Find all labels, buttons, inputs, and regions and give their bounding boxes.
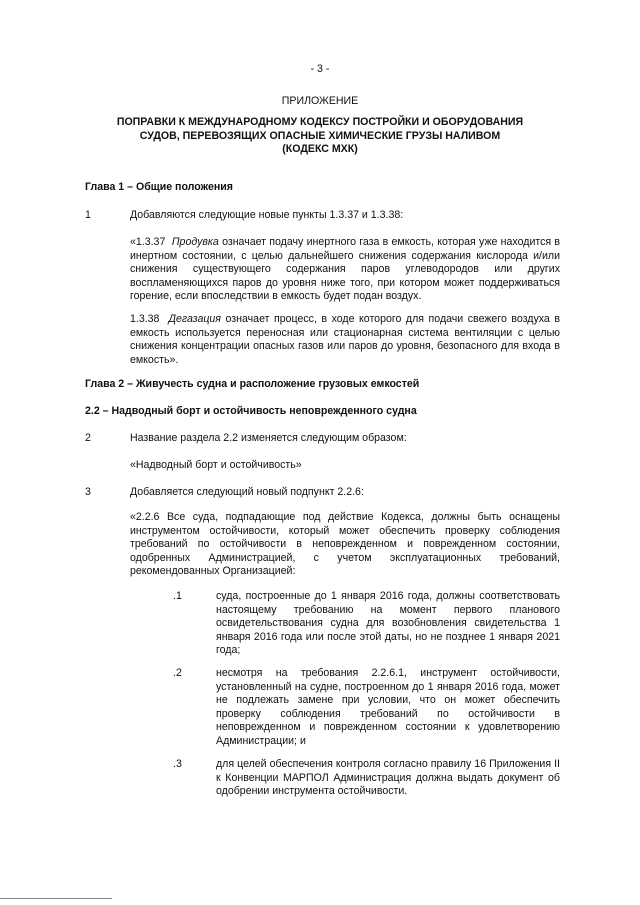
item-1-text: Добавляются следующие новые пункты 1.3.37 и 1.3.38: — [130, 209, 404, 221]
item-3-number: 3 — [85, 486, 91, 498]
main-title — [0, 116, 640, 157]
appendix-title: ПРИЛОЖЕНИЕ — [281, 95, 359, 107]
main-title-line-1: ПОПРАВКИ К МЕЖДУНАРОДНОМУ КОДЕКСУ ПОСТРОЙКИ И ОБОРУДОВАНИЯ — [116, 116, 524, 128]
paragraph-1-3-37-body: означает подачу инертного газа в емкость, которая уже находится в инертном состоянии, с целью дальнейшего снижения содержания кислорода и/или снижения существующего содержания паров углеводородов или других воспламеняющихся паров до уровня ниже того, при котором может поддерживаться горение, если впоследствии в емкость будет подан воздух. — [130, 236, 561, 302]
term-purging: Продувка — [171, 236, 219, 248]
sub-item-text: суда, построенные до 1 января 2016 года, должны соответствовать настоящему требованию на момент первого планового освидетельствования судна для возобновления свидетельства 1 января 2016 года или после этой даты, но не позднее 1 января 2021 года; — [216, 590, 560, 656]
item-1-number: 1 — [85, 209, 91, 221]
paragraph-1-3-38-number: 1.3.38 — [130, 313, 160, 325]
sub-item-number: .2 — [173, 667, 182, 679]
sub-item-text: несмотря на требования 2.2.6.1, инструмент остойчивости, установленный на судне, построенном до 1 января 2016 года, может не подлежать замене при условии, что он может обеспечить проверку соблюдения требований по остойчивости в неповрежденном и поврежденном состоянии к удовлетворению Администрации; и — [216, 667, 560, 747]
paragraph-1-3-37-number: «1.3.37 — [130, 236, 166, 248]
paragraph-1-3-37 — [130, 236, 560, 304]
page-number: - 3 - — [310, 63, 330, 75]
section-2-2-heading: 2.2 – Надводный борт и остойчивость неповрежденного судна — [85, 405, 417, 417]
item-2-number: 2 — [85, 432, 91, 444]
main-title-line-3: (КОДЕКС МХК) — [282, 143, 358, 155]
item-2-text: Название раздела 2.2 изменяется следующим образом: — [130, 432, 407, 444]
item-3-text: Добавляется следующий новый подпункт 2.2.6: — [130, 486, 364, 498]
chapter-1-heading: Глава 1 – Общие положения — [85, 181, 233, 193]
paragraph-1-3-38 — [130, 313, 560, 367]
chapter-2-heading: Глава 2 – Живучесть судна и расположение грузовых емкостей — [85, 378, 420, 390]
sub-item-number: .1 — [173, 590, 182, 602]
sub-item-text: для целей обеспечения контроля согласно правилу 16 Приложения II к Конвенции МАРПОЛ Администрация должна выдать документ об одобрении инструмента остойчивости. — [216, 758, 560, 797]
footer-rule — [0, 898, 112, 900]
term-degassing: Дегазация — [168, 313, 221, 325]
paragraph-2-2-6: «2.2.6 Все суда, подпадающие под действие Кодекса, должны быть оснащены инструментом остойчивости, который может обеспечить проверку соблюдения требований по остойчивости в неповрежденном и поврежденном состоянии, одобренных Администрацией, с учетом эксплуатационных требований, рекомендованных Организацией: — [130, 511, 560, 577]
main-title-line-2: СУДОВ, ПЕРЕВОЗЯЩИХ ОПАСНЫЕ ХИМИЧЕСКИЕ ГРУЗЫ НАЛИВОМ — [139, 129, 501, 142]
paragraph-1-3-38-body: означает процесс, в ходе которого для подачи свежего воздуха в емкость используется переносная или стационарная система вентиляции с целью снижения концентрации опасных газов или паров до уровня, безопасного для входа в емкость». — [130, 313, 560, 366]
sub-item-number: .3 — [173, 758, 182, 770]
item-2-quote: «Надводный борт и остойчивость» — [130, 459, 302, 471]
